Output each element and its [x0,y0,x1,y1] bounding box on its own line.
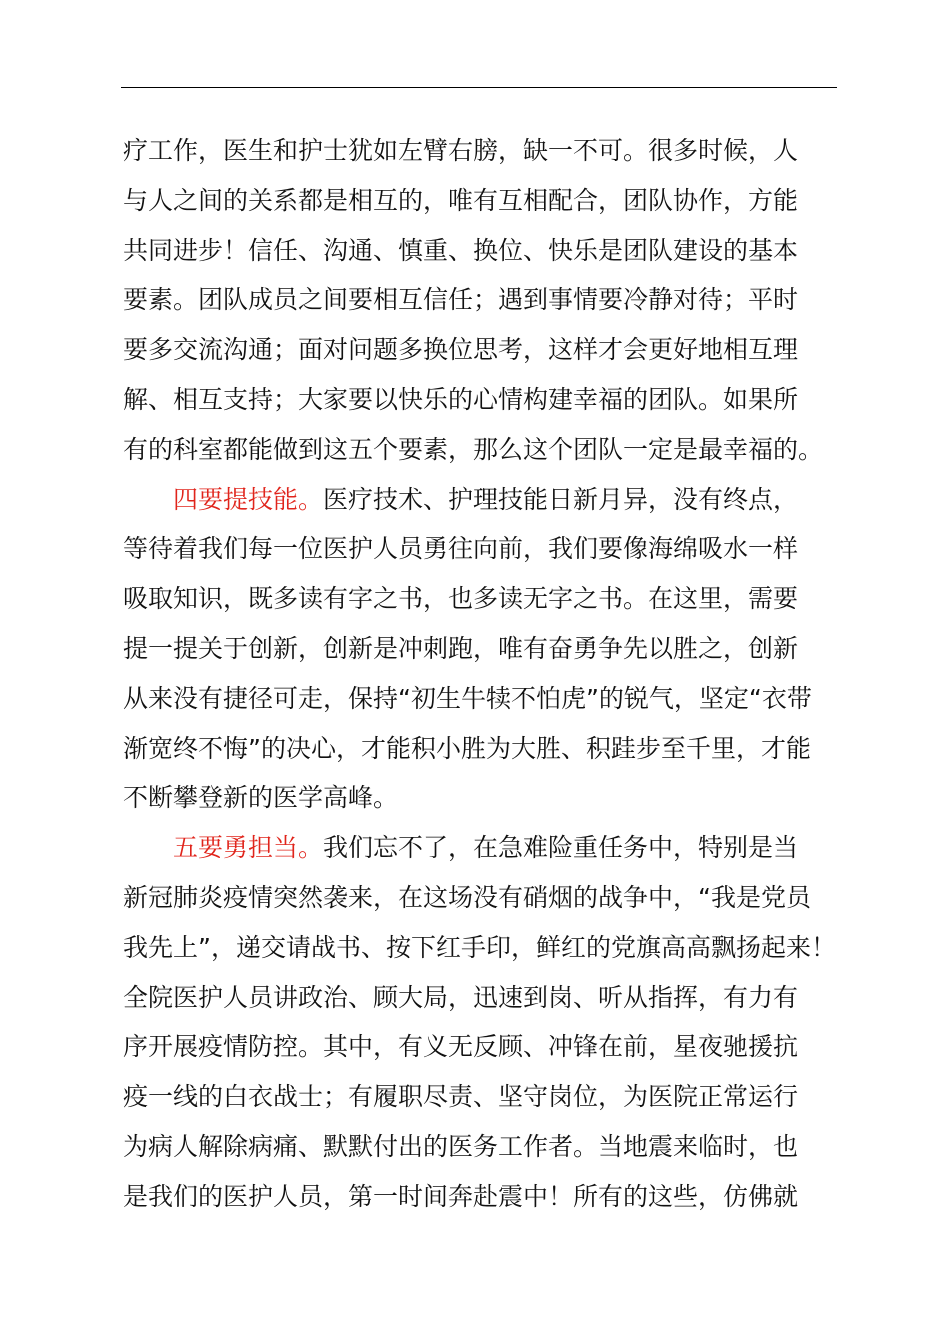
text-line: 是我们的医护人员，第一时间奔赴震中！所有的这些，仿佛就 [123,1181,799,1211]
text-line: 共同进步！信任、沟通、慎重、换位、快乐是团队建设的基本 [123,235,799,265]
section-heading-responsibility: 五要勇担当。 [173,833,324,863]
section-heading-skills: 四要提技能。 [173,484,324,514]
paragraph-first-line [123,823,843,873]
text-line: 有的科室都能做到这五个要素，那么这个团队一定是最幸福的。 [123,434,824,464]
text-run: 我们忘不了，在急难险重任务中，特别是当 [323,833,799,863]
body-text [123,126,843,1222]
text-line: 要素。团队成员之间要相互信任；遇到事情要冷静对待；平时 [123,285,799,315]
text-line: 要多交流沟通；面对问题多换位思考，这样才会更好地相互理 [123,335,799,365]
text-line: 为病人解除病痛、默默付出的医务工作者。当地震来临时，也 [123,1131,799,1161]
text-line: 不断攀登新的医学高峰。 [123,783,399,813]
text-line: 疗工作，医生和护士犹如左臂右膀，缺一不可。很多时候，人 [123,136,799,165]
text-line: 与人之间的关系都是相互的，唯有互相配合，团队协作，方能 [123,185,799,215]
text-line: 吸取知识，既多读有字之书，也多读无字之书。在这里，需要 [123,584,799,614]
text-line: 渐宽终不悔”的决心，才能积小胜为大胜、积跬步至千里，才能 [123,733,811,763]
text-line: 提一提关于创新，创新是冲刺跑，唯有奋勇争先以胜之，创新 [123,633,799,663]
text-line: 全院医护人员讲政治、顾大局，迅速到岗、听从指挥，有力有 [123,982,799,1012]
text-line: 序开展疫情防控。其中，有义无反顾、冲锋在前，星夜驰援抗 [123,1032,799,1062]
text-line: 疫一线的白衣战士；有履职尽责、坚守岗位，为医院正常运行 [123,1082,799,1112]
paragraph-first-line [123,475,843,525]
text-line: 我先上”，递交请战书、按下红手印，鲜红的党旗高高飘扬起来！ [123,932,836,962]
text-line: 从来没有捷径可走，保持“初生牛犊不怕虎”的锐气，坚定“衣带 [123,683,812,713]
text-line: 新冠肺炎疫情突然袭来，在这场没有硝烟的战争中，“我是党员 [123,882,811,912]
text-line: 解、相互支持；大家要以快乐的心情构建幸福的团队。如果所 [123,384,799,414]
text-line: 等待着我们每一位医护人员勇往向前，我们要像海绵吸水一样 [123,534,799,564]
text-run: 医疗技术、护理技能日新月异，没有终点， [323,484,799,514]
header-rule [121,87,837,88]
